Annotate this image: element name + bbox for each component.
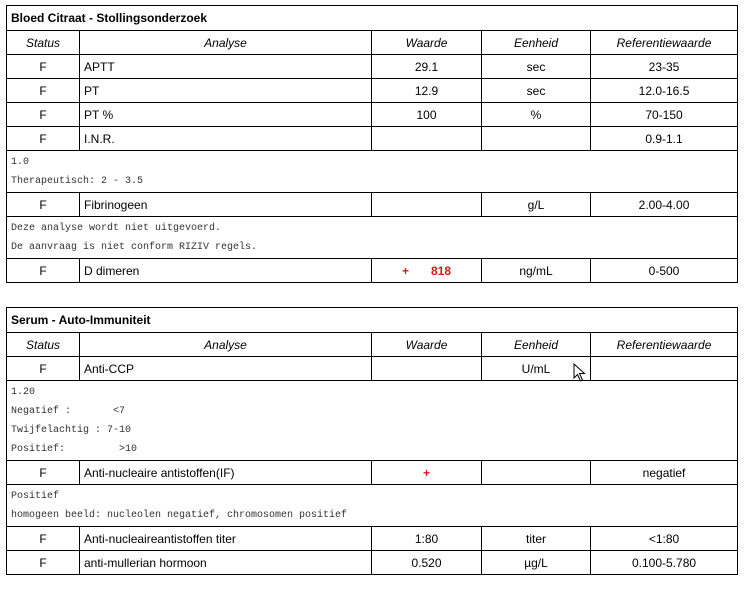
analyse-cell: APTT [80,55,372,79]
analyse-cell: Anti-nucleaire antistoffen(IF) [80,461,372,485]
header-waarde: Waarde [372,31,482,55]
note-line: De aanvraag is niet conform RIZIV regels. [11,241,258,253]
header-waarde: Waarde [372,333,482,357]
coagulation-table [6,5,738,283]
analyse-cell: I.N.R. [80,127,372,151]
unit-cell [482,461,591,485]
value-cell: 100 [372,103,482,127]
note-line: Negatief : <7 [11,405,126,417]
table-row [7,551,738,575]
value-cell [372,193,482,217]
analyse-cell: Fibrinogeen [80,193,372,217]
note-row [7,485,738,527]
unit-cell [482,127,591,151]
anticcp-note [7,381,738,461]
note-line: Therapeutisch: 2 - 3.5 [11,175,144,187]
note-line: homogeen beeld: nucleolen negatief, chromosomen positief [11,509,348,521]
reference-cell: 12.0-16.5 [591,79,738,103]
header-eenheid: Eenheid [482,333,591,357]
reference-cell: 70-150 [591,103,738,127]
analyse-cell: Anti-CCP [80,357,372,381]
header-referentie: Referentiewaarde [591,333,738,357]
reference-cell: 0.100-5.780 [591,551,738,575]
analyse-cell: anti-mullerian hormoon [80,551,372,575]
status-cell: F [7,259,80,283]
unit-cell: µg/L [482,551,591,575]
note-row [7,217,738,259]
status-cell: F [7,527,80,551]
note-line: Twijfelachtig : 7-10 [11,424,132,436]
header-eenheid: Eenheid [482,31,591,55]
table-row [7,259,738,283]
note-line: 1.0 [11,156,30,168]
reference-cell: 2.00-4.00 [591,193,738,217]
header-status: Status [7,333,80,357]
analyse-cell: PT % [80,103,372,127]
value-cell: 12.9 [372,79,482,103]
reference-cell: negatief [591,461,738,485]
unit-cell: sec [482,79,591,103]
table-row [7,127,738,151]
note-line: Deze analyse wordt niet uitgevoerd. [11,222,222,234]
header-analyse: Analyse [80,333,372,357]
value-cell: 0.520 [372,551,482,575]
header-analyse: Analyse [80,31,372,55]
table-row [7,461,738,485]
abnormal-flag: + [401,263,409,278]
auto-immunity-table [6,307,738,575]
value-cell [372,127,482,151]
table-row [7,55,738,79]
unit-cell: g/L [482,193,591,217]
unit-cell: titer [482,527,591,551]
table-header [7,31,738,55]
status-cell: F [7,357,80,381]
analyse-cell: PT [80,79,372,103]
note-line: Positief: >10 [11,443,138,455]
header-status: Status [7,31,80,55]
note-row [7,151,738,193]
section-title: Serum - Auto-Immuniteit [7,308,738,333]
status-cell: F [7,193,80,217]
status-cell: F [7,461,80,485]
unit-cell: % [482,103,591,127]
section-title: Bloed Citraat - Stollingsonderzoek [7,6,738,31]
reference-cell: 0.9-1.1 [591,127,738,151]
header-referentie: Referentiewaarde [591,31,738,55]
table-row [7,103,738,127]
reference-cell: 0-500 [591,259,738,283]
table-row [7,357,738,381]
table-row [7,193,738,217]
note-line: 1.20 [11,386,36,398]
value-cell [372,357,482,381]
reference-cell [591,357,738,381]
unit-cell: U/mL [482,357,591,381]
unit-cell: sec [482,55,591,79]
status-cell: F [7,103,80,127]
table-row [7,79,738,103]
table-row [7,527,738,551]
flagged-value: 818 [430,263,452,278]
analyse-cell: Anti-nucleaireantistoffen titer [80,527,372,551]
status-cell: F [7,55,80,79]
note-row [7,381,738,461]
ana-note [7,485,738,527]
value-cell [372,259,482,283]
abnormal-flag: + [422,465,430,480]
unit-cell: ng/mL [482,259,591,283]
value-cell [372,461,482,485]
table-header [7,333,738,357]
value-cell: 29.1 [372,55,482,79]
reference-cell: 23-35 [591,55,738,79]
value-cell: 1:80 [372,527,482,551]
mouse-pointer-icon [573,363,587,383]
status-cell: F [7,551,80,575]
reference-cell: <1:80 [591,527,738,551]
status-cell: F [7,79,80,103]
fibrinogeen-note [7,217,738,259]
inr-note [7,151,738,193]
status-cell: F [7,127,80,151]
note-line: Positief [11,490,60,502]
analyse-cell: D dimeren [80,259,372,283]
